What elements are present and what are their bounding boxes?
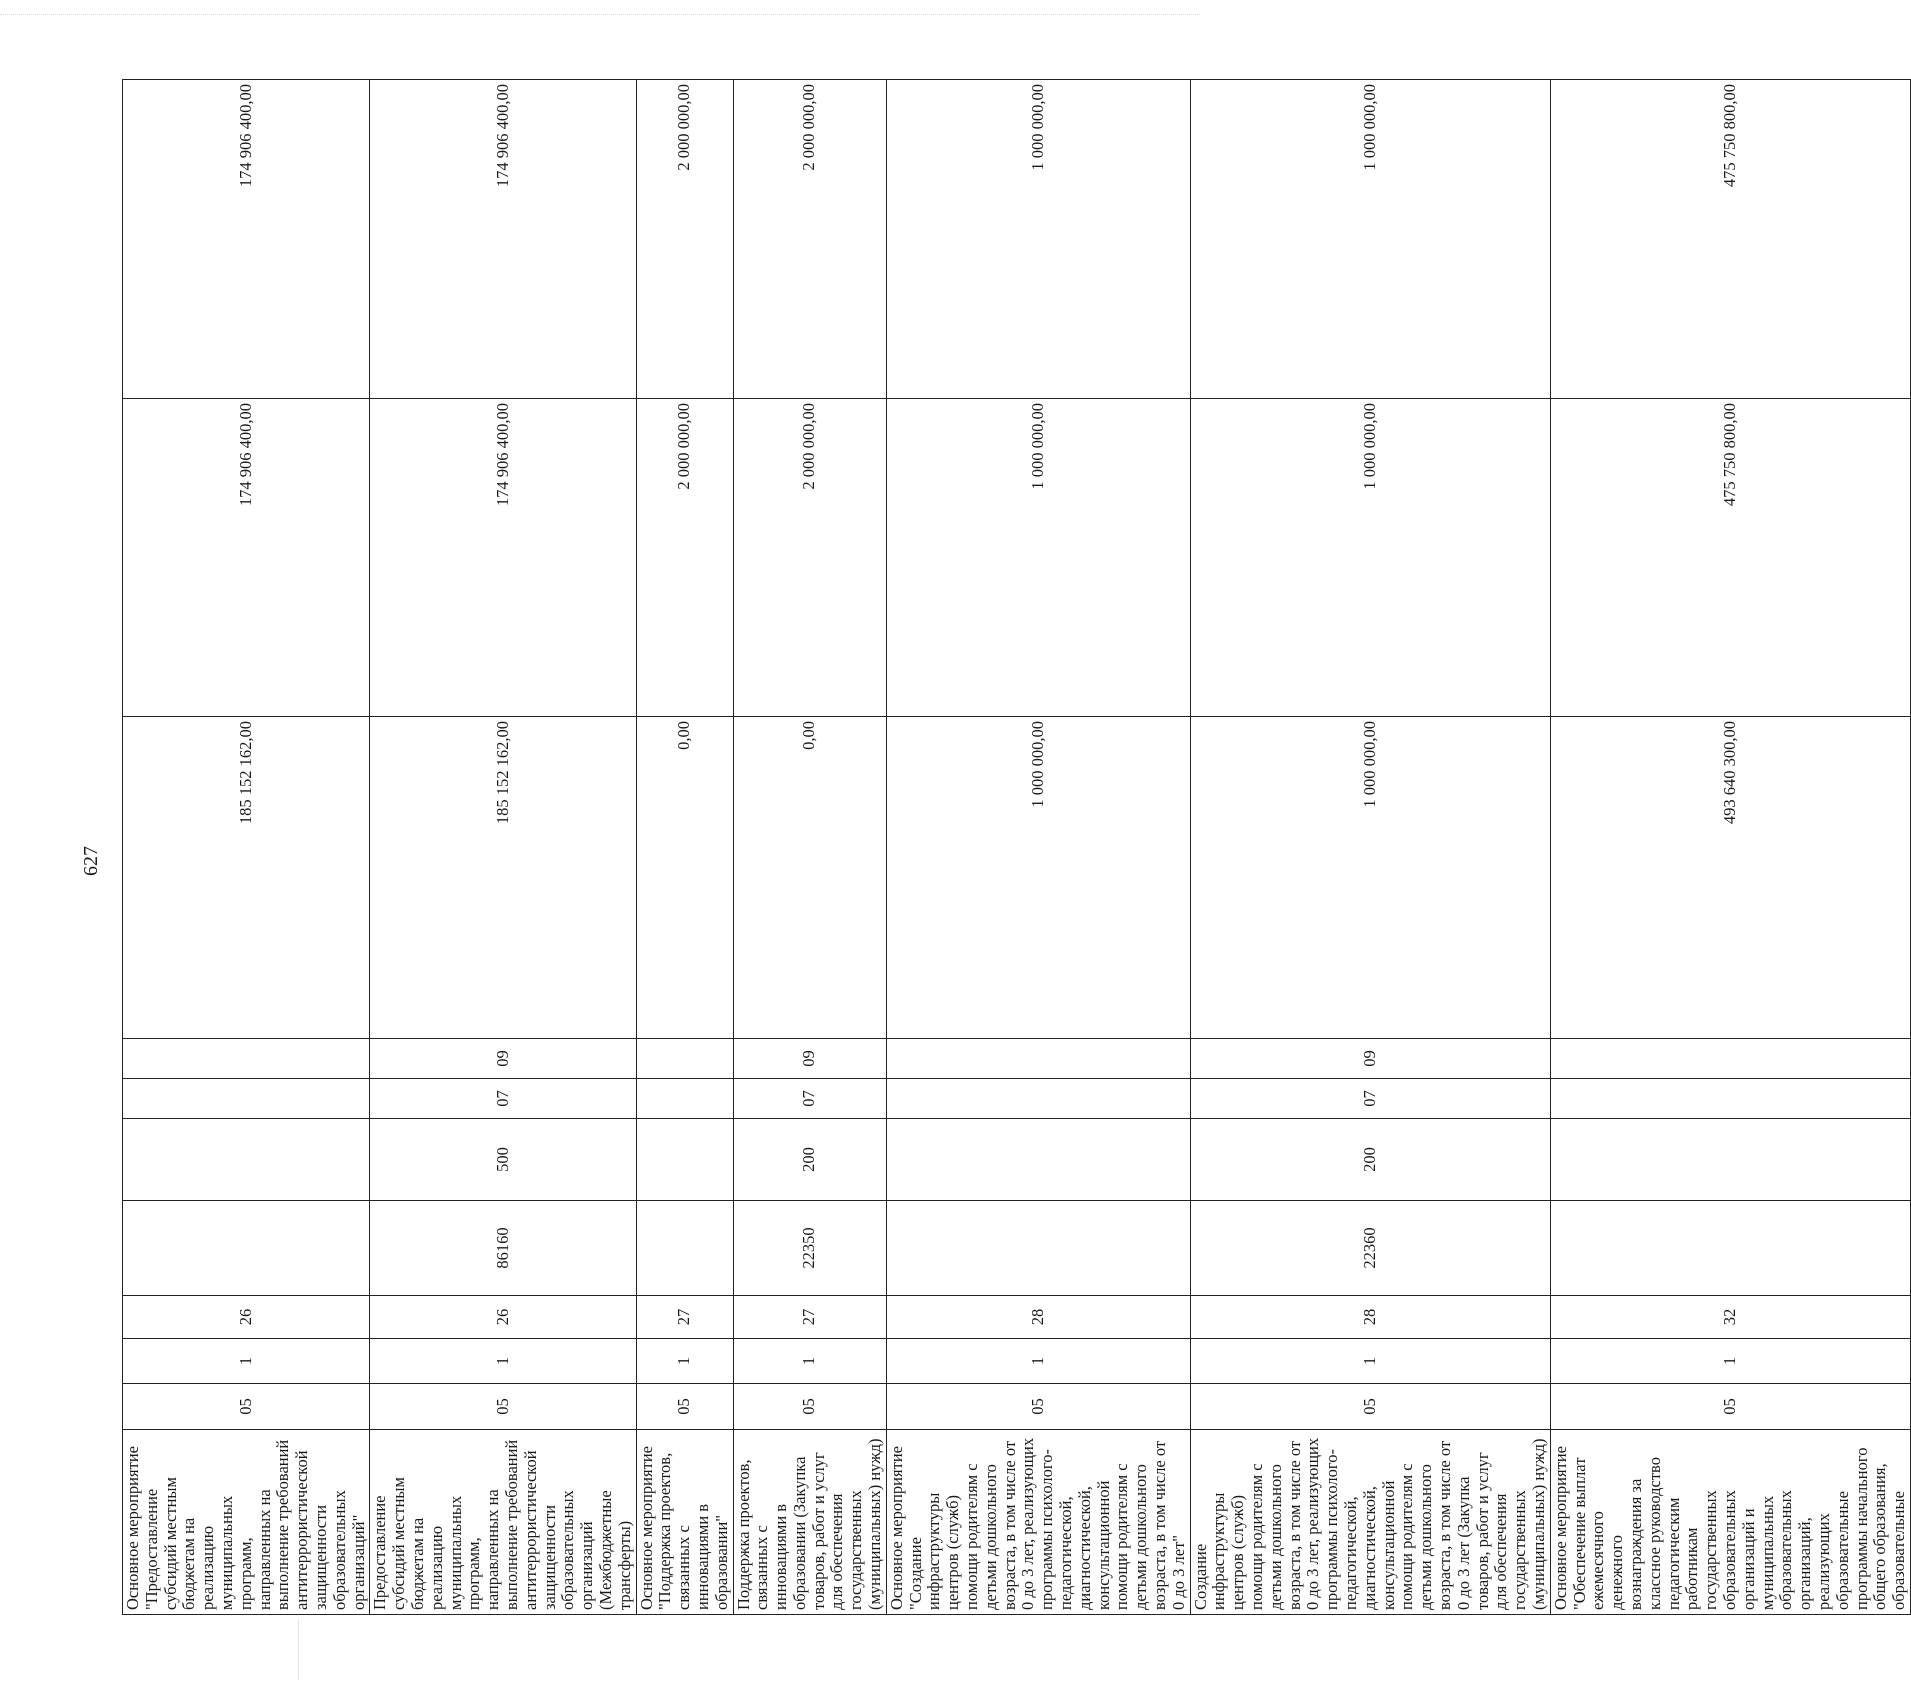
- value-year-2: 174 906 400,00: [370, 399, 636, 717]
- om-code: 28: [886, 1296, 1190, 1339]
- rz-code: [123, 1079, 370, 1119]
- value-year-1: 0,00: [733, 717, 886, 1039]
- gp-code: 05: [123, 1384, 370, 1430]
- vr-code: [886, 1119, 1190, 1201]
- value-year-3: 174 906 400,00: [123, 80, 370, 399]
- value-year-2: 2 000 000,00: [636, 399, 733, 717]
- value-year-2: 475 750 800,00: [1550, 399, 1910, 717]
- om-code: 27: [733, 1296, 886, 1339]
- value-year-3: 1 000 000,00: [886, 80, 1190, 399]
- pr-code: 09: [1190, 1039, 1550, 1079]
- pr-code: 09: [733, 1039, 886, 1079]
- dir-code: 22360: [1190, 1201, 1550, 1296]
- dir-code: [886, 1201, 1190, 1296]
- dir-code: 22350: [733, 1201, 886, 1296]
- value-year-3: 2 000 000,00: [733, 80, 886, 399]
- gp-code: 05: [370, 1384, 636, 1430]
- rz-code: [1550, 1079, 1910, 1119]
- gp-code: 05: [886, 1384, 1190, 1430]
- value-year-1: 1 000 000,00: [886, 717, 1190, 1039]
- vr-code: 500: [370, 1119, 636, 1201]
- vr-code: 200: [1190, 1119, 1550, 1201]
- gp-code: 05: [1550, 1384, 1910, 1430]
- pr-code: 09: [370, 1039, 636, 1079]
- om-code: 26: [123, 1296, 370, 1339]
- row-name: Предоставление субсидий местным бюджетам на реализацию муниципальных программ, направленных на выполнение требований антитеррористической защищенности образовательных организаций (Межбюджетные трансферты): [370, 1430, 636, 1615]
- rz-code: [886, 1079, 1190, 1119]
- scan-edge: [0, 0, 1200, 15]
- value-year-1: 1 000 000,00: [1190, 717, 1550, 1039]
- budget-table: [122, 79, 1911, 1615]
- pp-code: 1: [123, 1339, 370, 1384]
- value-year-2: 174 906 400,00: [123, 399, 370, 717]
- pp-code: 1: [1550, 1339, 1910, 1384]
- value-year-1: 185 152 162,00: [123, 717, 370, 1039]
- dir-code: [636, 1201, 733, 1296]
- value-year-2: 1 000 000,00: [886, 399, 1190, 717]
- pr-code: [123, 1039, 370, 1079]
- vr-code: [1550, 1119, 1910, 1201]
- row-name: Основное мероприятие "Предоставление субсидий местным бюджетам на реализацию муниципальных программ, направленных на выполнение требований антитеррористической защищенности образовательных организаций": [123, 1430, 370, 1615]
- table-row: [636, 80, 733, 1615]
- table-row: [123, 80, 370, 1615]
- value-year-2: 2 000 000,00: [733, 399, 886, 717]
- rz-code: 07: [1190, 1079, 1550, 1119]
- value-year-1: 493 640 300,00: [1550, 717, 1910, 1039]
- table-row: [733, 80, 886, 1615]
- rz-code: 07: [370, 1079, 636, 1119]
- pr-code: [636, 1039, 733, 1079]
- value-year-3: 2 000 000,00: [636, 80, 733, 399]
- dir-code: 86160: [370, 1201, 636, 1296]
- table-row: [370, 80, 636, 1615]
- pr-code: [886, 1039, 1190, 1079]
- om-code: 27: [636, 1296, 733, 1339]
- pp-code: 1: [1190, 1339, 1550, 1384]
- rz-code: [636, 1079, 733, 1119]
- pp-code: 1: [370, 1339, 636, 1384]
- pp-code: 1: [636, 1339, 733, 1384]
- row-name: Создание инфраструктуры центров (служб) помощи родителям с детьми дошкольного возраста, в том числе от 0 до 3 лет, реализующих программы психолого-педагогической, диагностической, консультационной помощи родителям с детьми дошкольного возраста, в том числе от 0 до 3 лет (Закупка товаров, работ и услуг для обеспечения государственных (муниципальных) нужд): [1190, 1430, 1550, 1615]
- om-code: 26: [370, 1296, 636, 1339]
- pp-code: 1: [886, 1339, 1190, 1384]
- table-row: [1550, 80, 1910, 1615]
- pp-code: 1: [733, 1339, 886, 1384]
- dir-code: [1550, 1201, 1910, 1296]
- scan-mark: [298, 1620, 299, 1680]
- om-code: 32: [1550, 1296, 1910, 1339]
- value-year-3: 174 906 400,00: [370, 80, 636, 399]
- vr-code: [123, 1119, 370, 1201]
- gp-code: 05: [1190, 1384, 1550, 1430]
- value-year-3: 475 750 800,00: [1550, 80, 1910, 399]
- value-year-3: 1 000 000,00: [1190, 80, 1550, 399]
- table-row: [886, 80, 1190, 1615]
- om-code: 28: [1190, 1296, 1550, 1339]
- gp-code: 05: [636, 1384, 733, 1430]
- row-name: Основное мероприятие "Поддержка проектов, связанных с инновациями в образовании": [636, 1430, 733, 1615]
- row-name: Основное мероприятие "Обеспечение выплат ежемесячного денежного вознаграждения за классное руководство педагогическим работникам государственных образовательных организаций и муниципальных образовательных организаций, реализующих образовательные программы начального общего образования, образовательные: [1550, 1430, 1910, 1615]
- value-year-1: 0,00: [636, 717, 733, 1039]
- vr-code: 200: [733, 1119, 886, 1201]
- dir-code: [123, 1201, 370, 1296]
- vr-code: [636, 1119, 733, 1201]
- rz-code: 07: [733, 1079, 886, 1119]
- pr-code: [1550, 1039, 1910, 1079]
- gp-code: 05: [733, 1384, 886, 1430]
- row-name: Поддержка проектов, связанных с инновациями в образовании (Закупка товаров, работ и услуг для обеспечения государственных (муниципальных) нужд): [733, 1430, 886, 1615]
- value-year-2: 1 000 000,00: [1190, 399, 1550, 717]
- rotated-table-wrapper: [122, 80, 1909, 1615]
- value-year-1: 185 152 162,00: [370, 717, 636, 1039]
- page-number: 627: [80, 846, 102, 876]
- row-name: Основное мероприятие "Создание инфраструктуры центров (служб) помощи родителям с детьми дошкольного возраста, в том числе от 0 до 3 лет, реализующих программы психолого-педагогической, диагностической, консультационной помощи родителям с детьми дошкольного возраста, в том числе от 0 до 3 лет": [886, 1430, 1190, 1615]
- table-row: [1190, 80, 1550, 1615]
